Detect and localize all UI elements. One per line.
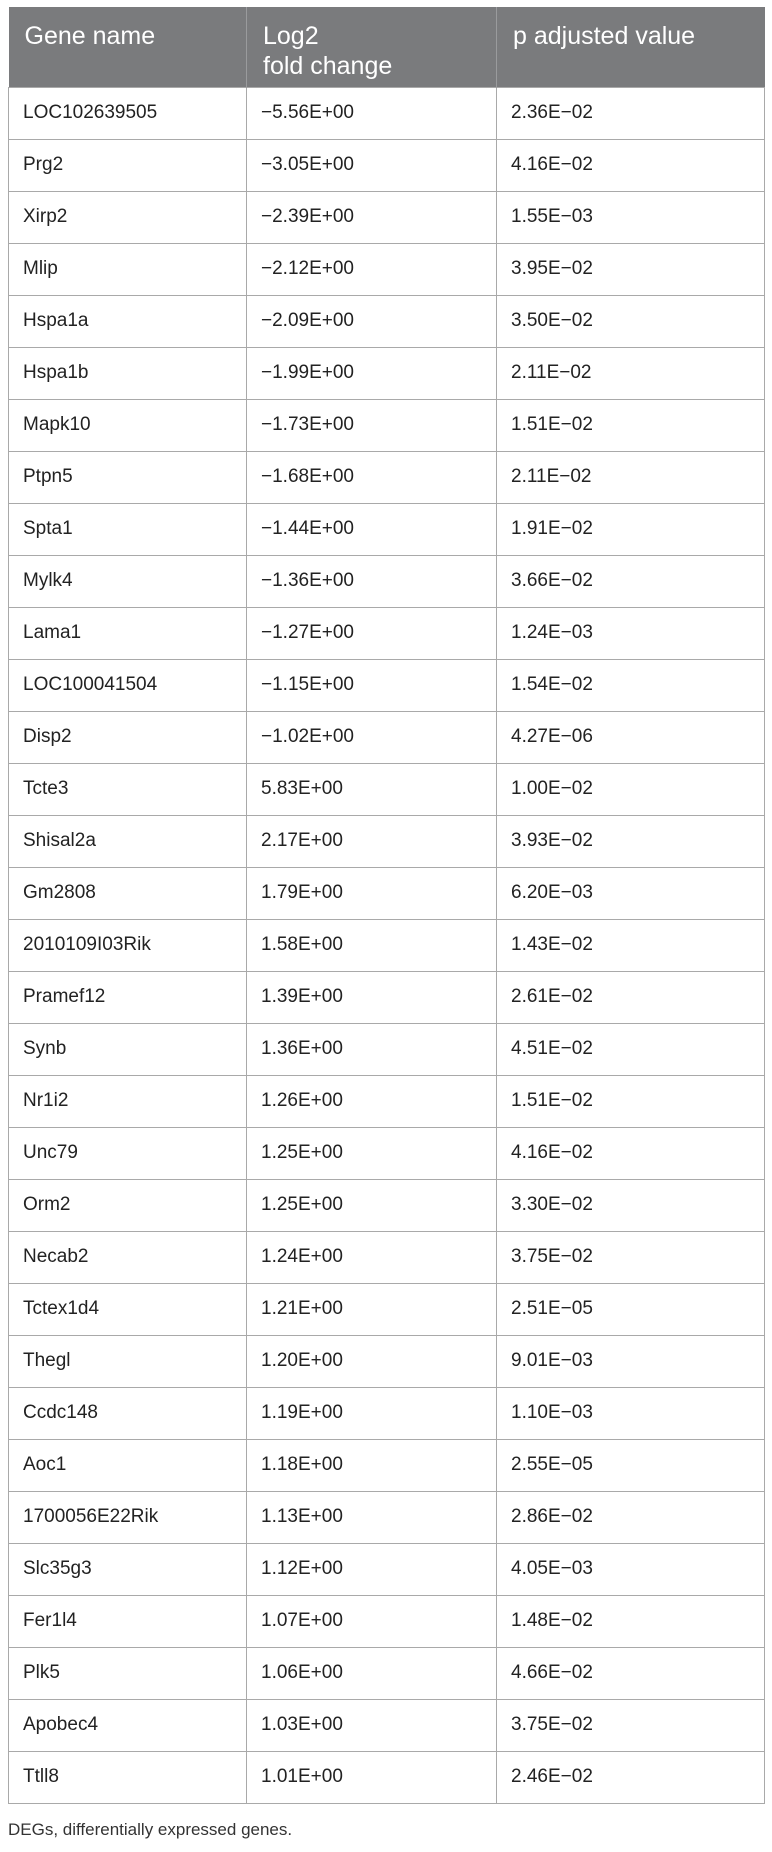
table-row bbox=[9, 1543, 765, 1595]
gene-name-cell: Pramef12 bbox=[9, 971, 247, 1023]
log2-fold-change-cell: 1.03E+00 bbox=[247, 1699, 497, 1751]
p-adjusted-cell: 2.61E−02 bbox=[497, 971, 765, 1023]
gene-name-cell: Gm2808 bbox=[9, 867, 247, 919]
header-log2-line1: Log2 bbox=[263, 22, 319, 50]
p-adjusted-cell: 9.01E−03 bbox=[497, 1335, 765, 1387]
log2-fold-change-cell: 1.25E+00 bbox=[247, 1179, 497, 1231]
gene-name-cell: Tctex1d4 bbox=[9, 1283, 247, 1335]
table-row bbox=[9, 919, 765, 971]
log2-fold-change-cell: −3.05E+00 bbox=[247, 139, 497, 191]
p-adjusted-cell: 1.43E−02 bbox=[497, 919, 765, 971]
gene-name-cell: Mlip bbox=[9, 243, 247, 295]
gene-name-cell: 2010109I03Rik bbox=[9, 919, 247, 971]
table-row bbox=[9, 139, 765, 191]
gene-name-cell: Plk5 bbox=[9, 1647, 247, 1699]
table-row bbox=[9, 815, 765, 867]
p-adjusted-cell: 1.55E−03 bbox=[497, 191, 765, 243]
p-adjusted-cell: 1.91E−02 bbox=[497, 503, 765, 555]
gene-name-cell: Spta1 bbox=[9, 503, 247, 555]
header-gene-name: Gene name bbox=[9, 7, 247, 87]
p-adjusted-cell: 2.46E−02 bbox=[497, 1751, 765, 1803]
gene-name-cell: Ttll8 bbox=[9, 1751, 247, 1803]
table-row bbox=[9, 659, 765, 711]
table-header bbox=[9, 7, 765, 87]
table-row bbox=[9, 87, 765, 139]
gene-name-cell: Xirp2 bbox=[9, 191, 247, 243]
gene-name-cell: Mylk4 bbox=[9, 555, 247, 607]
p-adjusted-cell: 1.51E−02 bbox=[497, 1075, 765, 1127]
log2-fold-change-cell: 1.26E+00 bbox=[247, 1075, 497, 1127]
table-row bbox=[9, 399, 765, 451]
p-adjusted-cell: 1.00E−02 bbox=[497, 763, 765, 815]
gene-name-cell: Apobec4 bbox=[9, 1699, 247, 1751]
log2-fold-change-cell: 2.17E+00 bbox=[247, 815, 497, 867]
log2-fold-change-cell: −1.02E+00 bbox=[247, 711, 497, 763]
table-row bbox=[9, 607, 765, 659]
log2-fold-change-cell: −1.44E+00 bbox=[247, 503, 497, 555]
log2-fold-change-cell: 1.21E+00 bbox=[247, 1283, 497, 1335]
table-row bbox=[9, 295, 765, 347]
log2-fold-change-cell: 1.13E+00 bbox=[247, 1491, 497, 1543]
gene-name-cell: Aoc1 bbox=[9, 1439, 247, 1491]
table-row bbox=[9, 1127, 765, 1179]
log2-fold-change-cell: −1.68E+00 bbox=[247, 451, 497, 503]
table-row bbox=[9, 1439, 765, 1491]
table-row bbox=[9, 503, 765, 555]
table-row bbox=[9, 1075, 765, 1127]
log2-fold-change-cell: 1.12E+00 bbox=[247, 1543, 497, 1595]
log2-fold-change-cell: −2.12E+00 bbox=[247, 243, 497, 295]
p-adjusted-cell: 3.95E−02 bbox=[497, 243, 765, 295]
p-adjusted-cell: 2.11E−02 bbox=[497, 451, 765, 503]
gene-name-cell: Unc79 bbox=[9, 1127, 247, 1179]
log2-fold-change-cell: 1.39E+00 bbox=[247, 971, 497, 1023]
table-row bbox=[9, 1023, 765, 1075]
table-row bbox=[9, 555, 765, 607]
p-adjusted-cell: 2.51E−05 bbox=[497, 1283, 765, 1335]
gene-name-cell: Hspa1a bbox=[9, 295, 247, 347]
log2-fold-change-cell: 1.58E+00 bbox=[247, 919, 497, 971]
log2-fold-change-cell: 1.19E+00 bbox=[247, 1387, 497, 1439]
p-adjusted-cell: 3.93E−02 bbox=[497, 815, 765, 867]
gene-name-cell: Fer1l4 bbox=[9, 1595, 247, 1647]
log2-fold-change-cell: 1.79E+00 bbox=[247, 867, 497, 919]
gene-name-cell: 1700056E22Rik bbox=[9, 1491, 247, 1543]
p-adjusted-cell: 3.75E−02 bbox=[497, 1699, 765, 1751]
p-adjusted-cell: 2.55E−05 bbox=[497, 1439, 765, 1491]
gene-name-cell: Tcte3 bbox=[9, 763, 247, 815]
log2-fold-change-cell: −1.73E+00 bbox=[247, 399, 497, 451]
table-footnote: DEGs, differentially expressed genes. bbox=[8, 1820, 293, 1839]
p-adjusted-cell: 1.10E−03 bbox=[497, 1387, 765, 1439]
gene-name-cell: Prg2 bbox=[9, 139, 247, 191]
deg-table bbox=[8, 7, 765, 1804]
table-row bbox=[9, 1751, 765, 1803]
p-adjusted-cell: 2.36E−02 bbox=[497, 87, 765, 139]
gene-name-cell: Nr1i2 bbox=[9, 1075, 247, 1127]
gene-name-cell: Synb bbox=[9, 1023, 247, 1075]
table-row bbox=[9, 1231, 765, 1283]
log2-fold-change-cell: 1.01E+00 bbox=[247, 1751, 497, 1803]
gene-name-cell: Thegl bbox=[9, 1335, 247, 1387]
p-adjusted-cell: 4.16E−02 bbox=[497, 1127, 765, 1179]
log2-fold-change-cell: 5.83E+00 bbox=[247, 763, 497, 815]
table-row bbox=[9, 1283, 765, 1335]
gene-name-cell: LOC100041504 bbox=[9, 659, 247, 711]
log2-fold-change-cell: 1.20E+00 bbox=[247, 1335, 497, 1387]
log2-fold-change-cell: −1.15E+00 bbox=[247, 659, 497, 711]
p-adjusted-cell: 4.66E−02 bbox=[497, 1647, 765, 1699]
log2-fold-change-cell: 1.07E+00 bbox=[247, 1595, 497, 1647]
table-row bbox=[9, 1335, 765, 1387]
log2-fold-change-cell: 1.36E+00 bbox=[247, 1023, 497, 1075]
table-row bbox=[9, 1595, 765, 1647]
p-adjusted-cell: 3.75E−02 bbox=[497, 1231, 765, 1283]
p-adjusted-cell: 2.11E−02 bbox=[497, 347, 765, 399]
log2-fold-change-cell: −1.99E+00 bbox=[247, 347, 497, 399]
log2-fold-change-cell: −2.39E+00 bbox=[247, 191, 497, 243]
table-row bbox=[9, 867, 765, 919]
gene-name-cell: Shisal2a bbox=[9, 815, 247, 867]
gene-name-cell: Lama1 bbox=[9, 607, 247, 659]
log2-fold-change-cell: −1.27E+00 bbox=[247, 607, 497, 659]
log2-fold-change-cell: −1.36E+00 bbox=[247, 555, 497, 607]
header-p-adjusted-value: p adjusted value bbox=[497, 7, 765, 87]
p-adjusted-cell: 1.24E−03 bbox=[497, 607, 765, 659]
table-row bbox=[9, 711, 765, 763]
gene-name-cell: Disp2 bbox=[9, 711, 247, 763]
p-adjusted-cell: 4.27E−06 bbox=[497, 711, 765, 763]
table-row bbox=[9, 1647, 765, 1699]
p-adjusted-cell: 1.48E−02 bbox=[497, 1595, 765, 1647]
p-adjusted-cell: 4.51E−02 bbox=[497, 1023, 765, 1075]
gene-name-cell: Ccdc148 bbox=[9, 1387, 247, 1439]
log2-fold-change-cell: −5.56E+00 bbox=[247, 87, 497, 139]
log2-fold-change-cell: 1.18E+00 bbox=[247, 1439, 497, 1491]
table-row bbox=[9, 1179, 765, 1231]
p-adjusted-cell: 6.20E−03 bbox=[497, 867, 765, 919]
p-adjusted-cell: 1.54E−02 bbox=[497, 659, 765, 711]
table-row bbox=[9, 1699, 765, 1751]
table-row bbox=[9, 191, 765, 243]
table-row bbox=[9, 1387, 765, 1439]
p-adjusted-cell: 4.16E−02 bbox=[497, 139, 765, 191]
p-adjusted-cell: 3.50E−02 bbox=[497, 295, 765, 347]
log2-fold-change-cell: 1.24E+00 bbox=[247, 1231, 497, 1283]
gene-name-cell: Orm2 bbox=[9, 1179, 247, 1231]
table-row bbox=[9, 347, 765, 399]
gene-name-cell: LOC102639505 bbox=[9, 87, 247, 139]
gene-name-cell: Mapk10 bbox=[9, 399, 247, 451]
gene-name-cell: Hspa1b bbox=[9, 347, 247, 399]
header-log2-fold-change bbox=[247, 7, 497, 87]
log2-fold-change-cell: −2.09E+00 bbox=[247, 295, 497, 347]
log2-fold-change-cell: 1.25E+00 bbox=[247, 1127, 497, 1179]
table-row bbox=[9, 971, 765, 1023]
log2-fold-change-cell: 1.06E+00 bbox=[247, 1647, 497, 1699]
header-log2-line2: fold change bbox=[263, 52, 393, 80]
table-row bbox=[9, 763, 765, 815]
header-row bbox=[9, 7, 765, 87]
p-adjusted-cell: 2.86E−02 bbox=[497, 1491, 765, 1543]
p-adjusted-cell: 4.05E−03 bbox=[497, 1543, 765, 1595]
gene-name-cell: Necab2 bbox=[9, 1231, 247, 1283]
p-adjusted-cell: 3.30E−02 bbox=[497, 1179, 765, 1231]
table-row bbox=[9, 1491, 765, 1543]
table-row bbox=[9, 243, 765, 295]
gene-name-cell: Ptpn5 bbox=[9, 451, 247, 503]
p-adjusted-cell: 3.66E−02 bbox=[497, 555, 765, 607]
p-adjusted-cell: 1.51E−02 bbox=[497, 399, 765, 451]
table-body bbox=[9, 87, 765, 1803]
table-row bbox=[9, 451, 765, 503]
gene-name-cell: Slc35g3 bbox=[9, 1543, 247, 1595]
